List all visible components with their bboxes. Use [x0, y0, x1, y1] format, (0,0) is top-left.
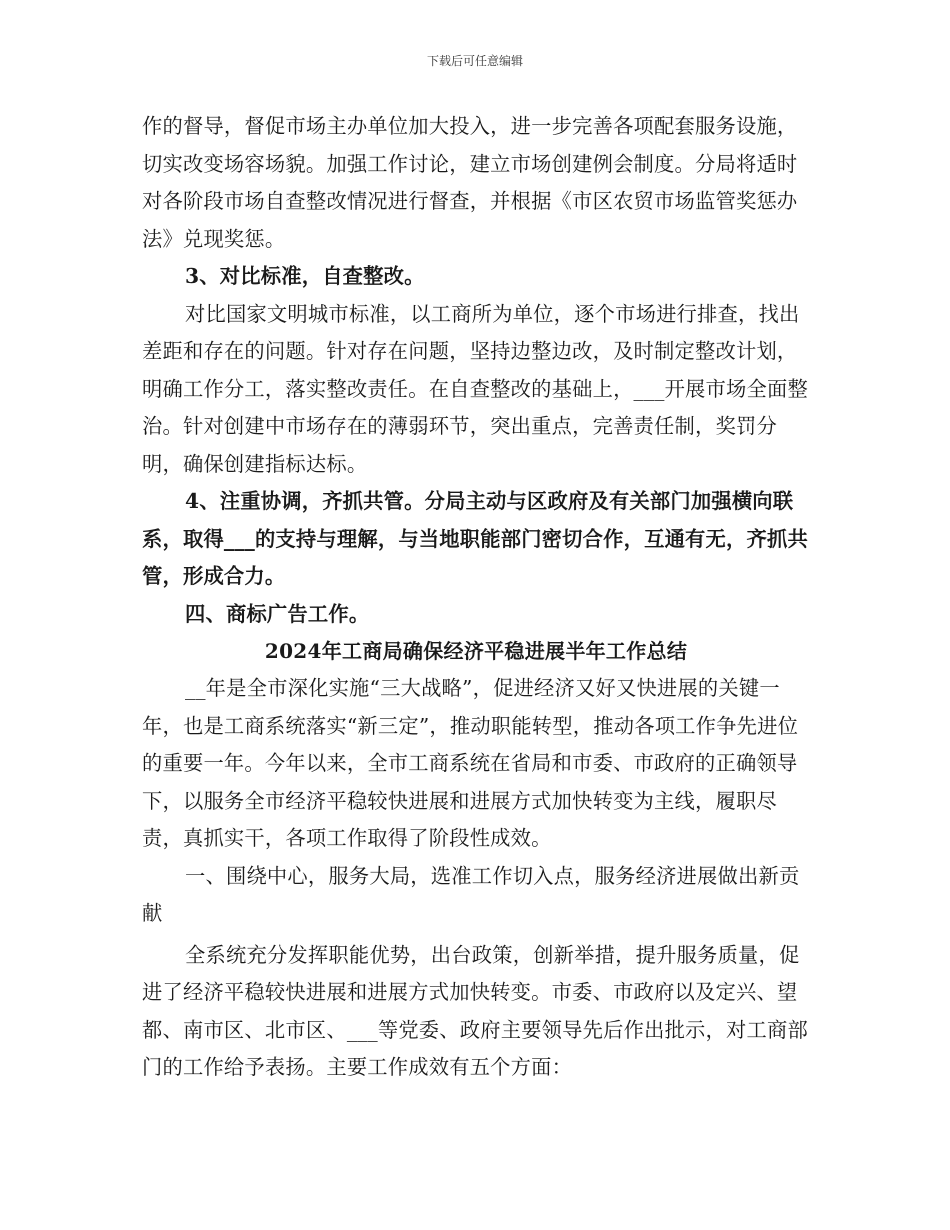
section-heading-trademark: 四、商标广告工作。 [185, 601, 370, 626]
page-header: 下载后可任意编辑 [426, 54, 523, 68]
paragraph-continuation: 作的督导，督促市场主办单位加大投入，进一步完善各项配套服务设施，切实改变场容场貌。加强工作讨论，建立市场创建例会制度。分局将适时对各阶段市场自查整改情况进行督查，并根据《市区农贸市场监管奖惩办法》兑现奖惩。 [142, 114, 798, 251]
section-heading-4: 4、注重协调，齐抓共管。分局主动与区政府及有关部门加强横向联系，取得___的支持与理解，与当地职能部门密切合作，互通有无，齐抓共管，形成合力。 [142, 489, 808, 588]
paragraph-section-one: 一、围绕中心，服务大局，选准工作切入点，服务经济进展做出新贡献 [142, 863, 800, 925]
document-body [142, 108, 810, 1087]
paragraph-self-inspection: 对比国家文明城市标准，以工商所为单位，逐个市场进行排查，找出差距和存在的问题。针对存在问题，坚持边整边改，及时制定整改计划，明确工作分工，落实整改责任。在自查整改的基础上，___开展市场全面整治。针对创建中市场存在的薄弱环节，突出重点，完善责任制，奖罚分明，确保创建指标达标。 [142, 301, 808, 476]
paragraph-achievements: 全系统充分发挥职能优势，出台政策，创新举措，提升服务质量，促进了经济平稳较快进展和进展方式加快转变。市委、市政府以及定兴、望都、南市区、北市区、___等党委、政府主要领导先后作出批示，对工商部门的工作给予表扬。主要工作成效有五个方面： [142, 942, 808, 1079]
section-heading-3: 3、对比标准，自查整改。 [185, 264, 425, 288]
paragraph-intro: __年是全市深化实施“三大战略”，促进经济又好又快进展的关键一年，也是工商系统落实“新三定”，推动职能转型，推动各项工作争先进位的重要一年。今年以来，全市工商系统在省局和市委、市政府的正确领导下，以服务全市经济平稳较快进展和进展方式加快转变为主线，履职尽责，真抓实干，各项工作取得了阶段性成效。 [142, 676, 799, 850]
document-title: 2024年工商局确保经济平稳进展半年工作总结 [264, 639, 688, 663]
